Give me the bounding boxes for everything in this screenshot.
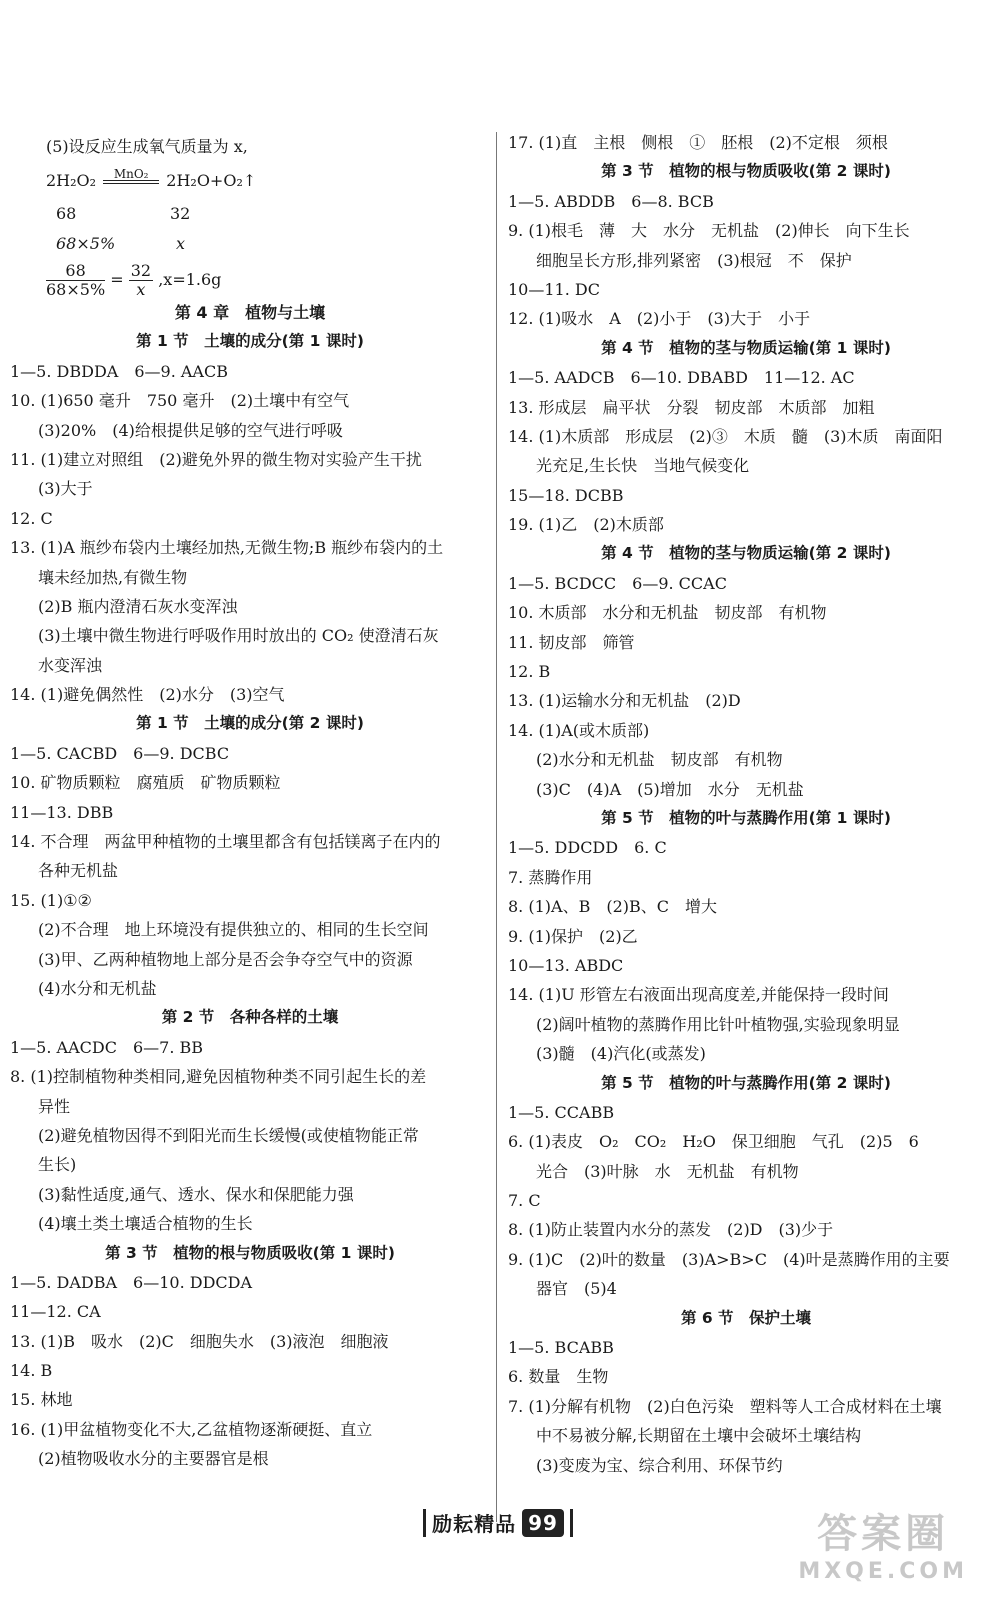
section-heading: 第 3 节 植物的根与物质吸收(第 1 课时)	[105, 1243, 395, 1262]
answer-line: 17. (1)直 主根 侧根 ① 胚根 (2)不定根 须根	[508, 133, 888, 152]
section-heading: 第 4 章 植物与土壤	[174, 303, 326, 322]
answer-line: 14. (1)U 形管左右液面出现高度差,并能保持一段时间	[508, 985, 889, 1005]
answer-line: 6. (1)表皮 O₂ CO₂ H₂O 保卫细胞 气孔 (2)5 6	[508, 1132, 919, 1152]
answer-line: 11. 韧皮部 筛管	[508, 632, 635, 652]
answer-line: 9. (1)根毛 薄 大 水分 无机盐 (2)伸长 向下生长	[508, 221, 910, 241]
answer-line: 生长)	[38, 1155, 77, 1175]
answer-line: 1—5. CACBD 6—9. DCBC	[10, 743, 230, 763]
answer-line: 1—5. DDCDD 6. C	[508, 838, 667, 858]
right-answer-list	[508, 128, 984, 1480]
answer-line: 16. (1)甲盆植物变化不大,乙盆植物逐渐硬挺、直立	[10, 1419, 373, 1439]
answer-line: 光合 (3)叶脉 水 无机盐 有机物	[536, 1161, 799, 1181]
answer-line: 各种无机盐	[38, 861, 119, 881]
answer-line: 13. (1)A 瓶纱布袋内土壤经加热,无微生物;B 瓶纱布袋内的土	[10, 538, 444, 558]
answer-line: (3)甲、乙两种植物地上部分是否会争夺空气中的资源	[38, 949, 413, 969]
answer-line: 异性	[38, 1096, 71, 1116]
answer-line: 壤未经加热,有微生物	[38, 567, 188, 587]
answer-line: 14. (1)避免偶然性 (2)水分 (3)空气	[10, 685, 285, 705]
answer-line: 19. (1)乙 (2)木质部	[508, 515, 664, 535]
left-column	[10, 128, 490, 1474]
answer-line: 光充足,生长快 当地气候变化	[536, 456, 750, 476]
answer-line: 11—13. DBB	[10, 802, 114, 822]
oxygen-calculation	[10, 128, 490, 298]
ratio-row2-a: 68×5%	[56, 234, 116, 253]
answer-line: 1—5. BCDCC 6—9. CCAC	[508, 573, 727, 593]
section-heading: 第 1 节 土壤的成分(第 2 课时)	[136, 714, 364, 733]
answer-line: 8. (1)防止装置内水分的蒸发 (2)D (3)少于	[508, 1220, 834, 1240]
answer-line: 10—13. ABDC	[508, 955, 624, 975]
answer-line: (2)B 瓶内澄清石灰水变浑浊	[38, 596, 238, 616]
answer-line: (2)不合理 地上环境没有提供独立的、相同的生长空间	[38, 920, 429, 940]
section-heading: 第 4 节 植物的茎与物质运输(第 1 课时)	[601, 338, 891, 357]
section-heading: 第 2 节 各种各样的土壤	[161, 1008, 339, 1027]
answer-line: 13. (1)B 吸水 (2)C 细胞失水 (3)液泡 细胞液	[10, 1331, 389, 1351]
answer-line: 7. (1)分解有机物 (2)白色污染 塑料等人工合成材料在土壤	[508, 1396, 942, 1416]
ratio-row2-b: x	[176, 234, 186, 253]
answer-line: 10—11. DC	[508, 279, 600, 299]
answer-line: (3)大于	[38, 479, 93, 499]
reaction-equation: 2H₂O₂ MnO₂ 2H₂O+O₂↑	[46, 167, 257, 190]
answer-line: (3)C (4)A (5)增加 水分 无机盐	[536, 779, 804, 799]
calc-intro: (5)设反应生成氧气质量为 x,	[46, 137, 248, 156]
answer-line: 12. B	[508, 662, 551, 682]
answer-line: 13. 形成层 扁平状 分裂 韧皮部 木质部 加粗	[508, 397, 875, 417]
answer-line: 12. C	[10, 508, 53, 528]
answer-line: 11—12. CA	[10, 1302, 101, 1322]
answer-line: 水变浑浊	[38, 655, 103, 675]
answer-line: 9. (1)保护 (2)乙	[508, 926, 638, 946]
watermark-url: MXQE.COM	[798, 1559, 968, 1584]
right-column	[508, 128, 984, 1480]
answer-line: 10. (1)650 毫升 750 毫升 (2)土壤中有空气	[10, 391, 350, 411]
answer-line: 9. (1)C (2)叶的数量 (3)A>B>C (4)叶是蒸腾作用的主要	[508, 1249, 950, 1269]
answer-line: (3)髓 (4)汽化(或蒸发)	[536, 1044, 706, 1064]
answer-line: 6. 数量 生物	[508, 1367, 609, 1387]
answer-line: 15—18. DCBB	[508, 485, 624, 505]
answer-line: 15. (1)①②	[10, 890, 92, 910]
answer-line: 1—5. CCABB	[508, 1102, 615, 1122]
answer-line: 8. (1)A、B (2)B、C 增大	[508, 897, 717, 917]
page-number: 99	[522, 1509, 564, 1537]
answer-line: 1—5. DBDDA 6—9. AACB	[10, 361, 228, 381]
brand-name: 励耘精品	[432, 1512, 517, 1536]
answer-line: 14. (1)木质部 形成层 (2)③ 木质 髓 (3)木质 南面阳	[508, 426, 943, 446]
answer-line: (2)植物吸收水分的主要器官是根	[38, 1449, 269, 1469]
answer-line: (3)20% (4)给根提供足够的空气进行呼吸	[38, 420, 343, 440]
section-heading: 第 5 节 植物的叶与蒸腾作用(第 1 课时)	[601, 808, 891, 827]
answer-line: 1—5. BCABB	[508, 1338, 614, 1358]
answer-line: 7. C	[508, 1191, 541, 1211]
answer-line: (2)避免植物因得不到阳光而生长缓慢(或使植物能正常	[38, 1125, 419, 1145]
catalyst: MnO₂	[113, 167, 149, 181]
section-heading: 第 3 节 植物的根与物质吸收(第 2 课时)	[601, 162, 891, 181]
answer-line: 15. 林地	[10, 1390, 73, 1410]
column-divider	[496, 132, 497, 1522]
ratio-row1-b: 32	[170, 204, 191, 223]
answer-line: 7. 蒸腾作用	[508, 867, 593, 887]
answer-line: 14. 不合理 两盆甲种植物的土壤里都含有包括镁离子在内的	[10, 832, 441, 852]
answer-line: 1—5. AACDC 6—7. BB	[10, 1037, 204, 1057]
watermark-logo	[798, 1502, 968, 1584]
answer-line: (3)黏性适度,通气、透水、保水和保肥能力强	[38, 1184, 354, 1204]
answer-line: (3)土壤中微生物进行呼吸作用时放出的 CO₂ 使澄清石灰	[38, 626, 439, 646]
answer-line: 12. (1)吸水 A (2)小于 (3)大于 小于	[508, 309, 811, 329]
answer-line: 器官 (5)4	[536, 1279, 617, 1299]
section-heading: 第 5 节 植物的叶与蒸腾作用(第 2 课时)	[601, 1073, 891, 1092]
answer-line: 1—5. ABDDB 6—8. BCB	[508, 191, 714, 211]
answer-line: (4)水分和无机盐	[38, 978, 157, 998]
section-heading: 第 4 节 植物的茎与物质运输(第 2 课时)	[601, 544, 891, 563]
answer-line: 11. (1)建立对照组 (2)避免外界的微生物对实验产生干扰	[10, 449, 422, 469]
answer-line: 中不易被分解,长期留在土壤中会破坏土壤结构	[536, 1426, 862, 1446]
answer-line: 14. B	[10, 1361, 53, 1381]
section-heading: 第 6 节 保护土壤	[680, 1308, 812, 1327]
answer-line: 细胞呈长方形,排列紧密 (3)根冠 不 保护	[536, 250, 852, 270]
answer-line: 1—5. DADBA 6—10. DDCDA	[10, 1272, 253, 1292]
answer-line: 14. (1)A(或木质部)	[508, 720, 650, 740]
section-heading: 第 1 节 土壤的成分(第 1 课时)	[136, 332, 364, 351]
answer-line: 1—5. AADCB 6—10. DBABD 11—12. AC	[508, 368, 855, 388]
answer-line: (2)水分和无机盐 韧皮部 有机物	[536, 750, 783, 770]
left-answer-list	[10, 298, 490, 1474]
answer-line: (3)变废为宝、综合利用、环保节约	[536, 1455, 783, 1475]
ratio-row1-a: 68	[56, 204, 77, 223]
answer-line: 10. 木质部 水分和无机盐 韧皮部 有机物	[508, 603, 827, 623]
answer-line: 10. 矿物质颗粒 腐殖质 矿物质颗粒	[10, 773, 281, 793]
answer-line: (4)壤土类土壤适合植物的生长	[38, 1214, 253, 1234]
watermark-text: 答案圈	[817, 1511, 950, 1557]
answer-line: 8. (1)控制植物种类相同,避免因植物种类不同引起生长的差	[10, 1067, 427, 1087]
brand-logo	[423, 1508, 573, 1537]
answer-line: 13. (1)运输水分和无机盐 (2)D	[508, 691, 741, 711]
proportion-equation: $\frac{68}{68\times 5\%}$ = $\frac{32}{x}$ ,x=1.6g	[46, 261, 222, 299]
answer-line: (2)阔叶植物的蒸腾作用比针叶植物强,实验现象明显	[536, 1014, 900, 1034]
